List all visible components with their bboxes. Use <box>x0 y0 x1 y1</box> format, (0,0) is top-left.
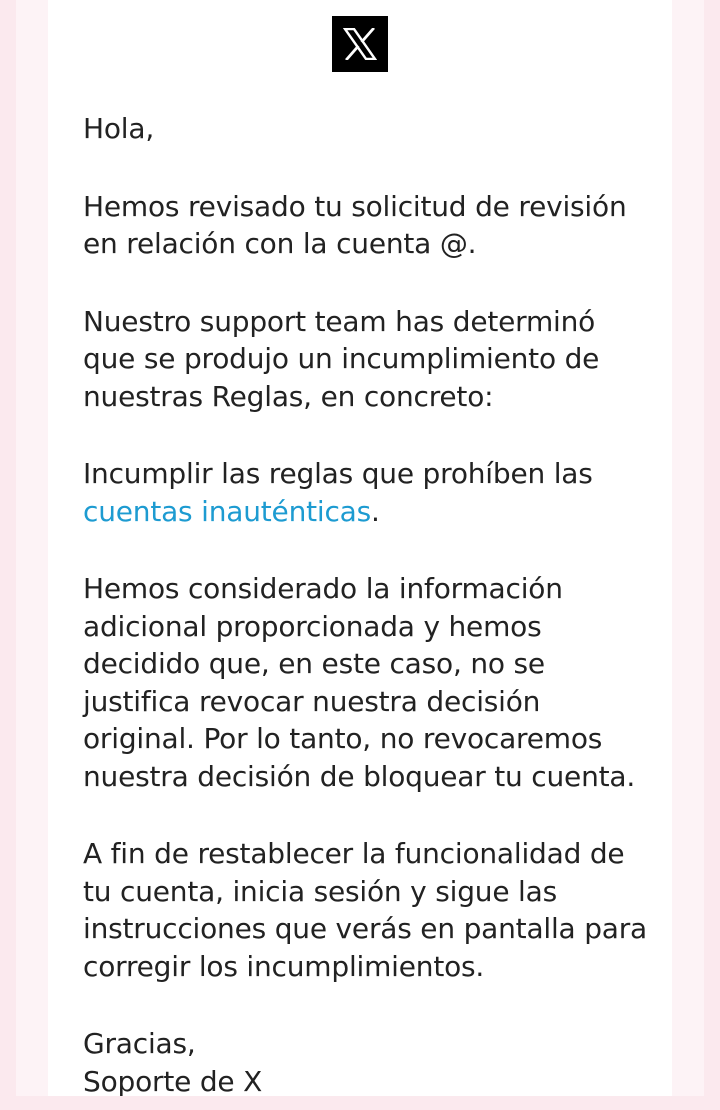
violation-period: . <box>371 494 380 528</box>
inauthentic-accounts-link[interactable]: cuentas inauténticas <box>83 494 372 528</box>
violation-text: Incumplir las reglas que prohíben las <box>83 457 593 490</box>
closing: Gracias, <box>83 1027 196 1060</box>
paragraph-review: Hemos revisado tu solicitud de revisión en relación con la cuenta @. <box>83 189 627 260</box>
paragraph-decision: Hemos considerado la información adicional proporcionada y hemos decidido que, en este caso, no se justifica revocar nuestra decisión original. Por lo tanto, no revocaremos nuestra decisión de bloquear tu cuenta. <box>83 572 636 793</box>
x-logo-icon <box>343 28 377 60</box>
paragraph-instructions: A fin de restablecer la funcionalidad de tu cuenta, inicia sesión y sigue las instrucciones que verás en pantalla para corregir los incumplimientos. <box>83 837 648 983</box>
x-logo <box>332 16 388 72</box>
greeting: Hola, <box>83 112 155 145</box>
email-card[interactable] <box>48 0 672 1096</box>
paragraph-violation <box>83 455 653 530</box>
signature: Soporte de X <box>83 1064 263 1096</box>
email-body <box>83 110 653 1096</box>
paragraph-determination: Nuestro support team has determinó que se produjo un incumplimiento de nuestras Reglas, en concreto: <box>83 304 600 413</box>
